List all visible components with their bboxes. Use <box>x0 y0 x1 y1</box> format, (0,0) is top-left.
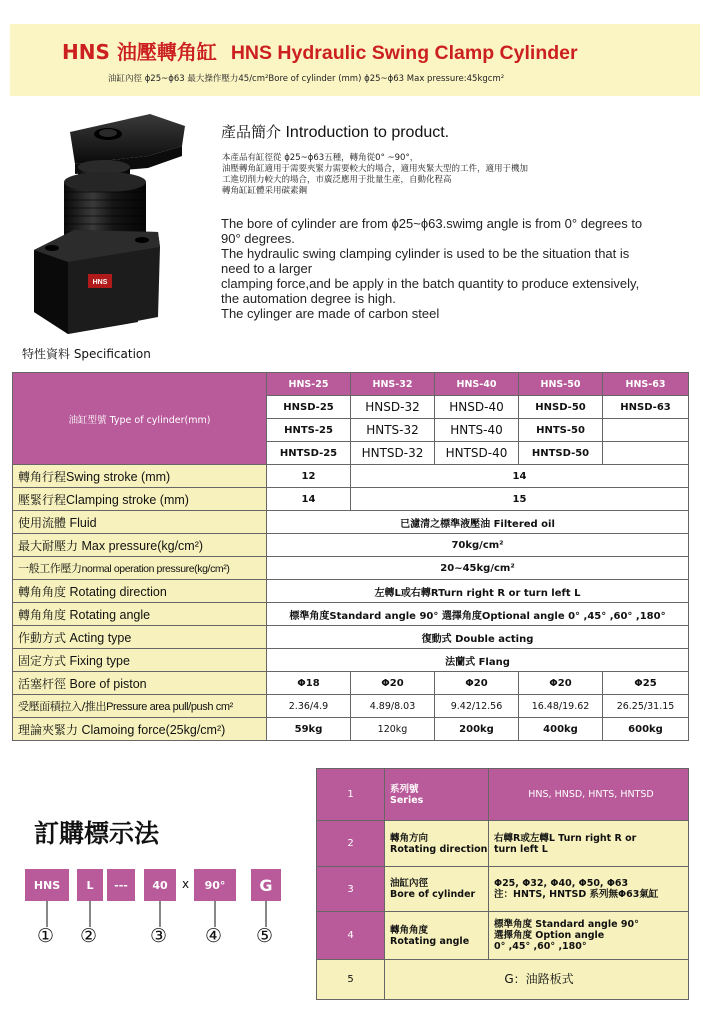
table-row: 受壓面積拉入/推出Pressure area pull/push cm² 2.36/4.9 4.89/8.03 9.42/12.56 16.48/19.62 26.25/31.15 <box>13 695 689 718</box>
table-row: 壓緊行程Clamping stroke (mm) 14 15 <box>13 488 689 511</box>
table-row: 最大耐壓力 Max pressure(kg/cm²) 70kg/cm² <box>13 534 689 557</box>
table-row: HNTSD-25 HNTSD-32 HNTSD-40 HNTSD-50 <box>13 442 689 465</box>
table-row: 一般工作壓力normal operation pressure(kg/cm²) 20~45kg/cm² <box>13 557 689 580</box>
code-number-1: ① <box>37 925 55 947</box>
table-row: 2 轉角方向 Rotating direction 右轉R或左轉L Turn right R or turn left L <box>317 821 689 867</box>
table-row: 使用流體 Fluid 已濾清之標準液壓油 Filtered oil <box>13 511 689 534</box>
table-row: HNTS-25 HNTS-32 HNTS-40 HNTS-50 <box>13 419 689 442</box>
code-number-3: ③ <box>150 925 168 947</box>
table-row: 固定方式 Fixing type 法蘭式 Flang <box>13 649 689 672</box>
code-box-angle: 90° <box>194 869 236 901</box>
type-label: 油缸型號 Type of cylinder(mm) <box>13 373 267 465</box>
code-box-dash: --- <box>107 869 135 901</box>
spec-heading: 特性資料 Specification <box>22 347 151 361</box>
table-row: 4 轉角角度 Rotating angle 標準角度 Standard angle 90° 選擇角度 Option angle 0° ,45° ,60° ,180° <box>317 912 689 960</box>
table-row: 5 G：油路板式 <box>317 960 689 1000</box>
intro-en-text: The bore of cylinder are from ϕ25~ϕ63.swimg angle is from 0° degrees to 90° degrees. The hydraulic swing clamping cylinder is used to be the situation that is need to a larger clamping force,and be apply in the batch quantity to produce extensively, the automation degree is high. The cylinger are made of carbon steel <box>221 216 643 321</box>
order-code-table <box>316 768 689 1000</box>
times-sign: x <box>182 877 190 891</box>
code-box-direction: L <box>77 869 103 901</box>
code-box-port: G <box>251 869 281 901</box>
logo-text: HNS <box>92 279 108 286</box>
intro-cn-text: 本產品有缸徑從 ϕ25~ϕ63五種，轉角從0° ~90°， 油壓轉角缸適用于需要夾緊力需要較大的場合，適用夾緊大型的工件，適用于機加 工進切削力較大的場合，市廣泛應用于批量生產，自動化程高 轉角缸缸體采用碳素鋼 <box>222 153 529 196</box>
table-row: 油缸型號 Type of cylinder(mm) HNS-25 HNS-32 HNS-40 HNS-50 HNS-63 <box>13 373 689 396</box>
code-box-bore: 40 <box>144 869 176 901</box>
title-cn: HNS 油壓轉角缸 <box>62 40 217 64</box>
code-number-4: ④ <box>205 925 223 947</box>
table-row: 轉角角度 Rotating direction 左轉L或右轉RTurn right R or turn left L <box>13 580 689 603</box>
table-row: 轉角行程Swing stroke (mm) 12 14 <box>13 465 689 488</box>
code-number-2: ② <box>80 925 98 947</box>
table-row: 理論夾緊力 Clamoing force(25kg/cm²) 59kg 120kg 200kg 400kg 600kg <box>13 718 689 741</box>
page-title <box>62 36 578 65</box>
title-en: HNS Hydraulic Swing Clamp Cylinder <box>230 42 578 64</box>
swing-clamp-cylinder-image <box>30 112 200 344</box>
code-box-series: HNS <box>25 869 69 901</box>
intro-heading: 產品簡介 Introduction to product. <box>221 123 450 141</box>
table-row: 3 油缸內徑 Bore of cylinder Φ25, Φ32, Φ40, Φ50, Φ63 注：HNTS, HNTSD 系列無Φ63氣缸 <box>317 867 689 912</box>
table-row: 1 系列號 Series HNS, HNSD, HNTS, HNTSD <box>317 769 689 821</box>
order-heading: 訂購標示法 <box>34 819 160 848</box>
table-row: 作動方式 Acting type 復動式 Double acting <box>13 626 689 649</box>
spec-table <box>12 372 689 741</box>
table-row: HNSD-25 HNSD-32 HNSD-40 HNSD-50 HNSD-63 <box>13 396 689 419</box>
table-row: 轉角角度 Rotating angle 標準角度Standard angle 90° 選擇角度Optional angle 0° ,45° ,60° ,180° <box>13 603 689 626</box>
subtitle: 油缸內徑 ϕ25~ϕ63 最大操作壓力45/cm²Bore of cylinder (mm) ϕ25~ϕ63 Max pressure:45kgcm² <box>108 74 505 84</box>
table-row: 活塞杆徑 Bore of piston Φ18 Φ20 Φ20 Φ20 Φ25 <box>13 672 689 695</box>
code-number-5: ⑤ <box>256 925 274 947</box>
